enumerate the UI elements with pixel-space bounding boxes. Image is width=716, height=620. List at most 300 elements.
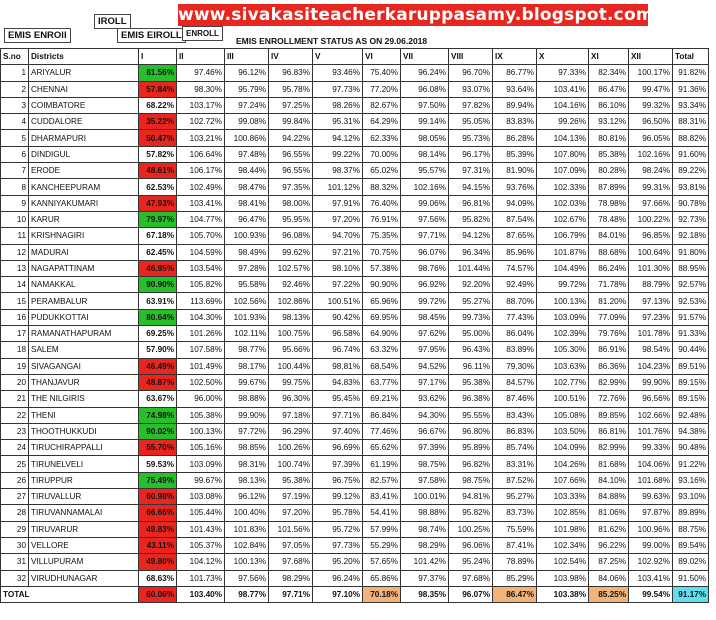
percentage-cell: 81.90% — [493, 163, 537, 179]
percentage-cell: 100.26% — [269, 440, 313, 456]
percentage-cell: 96.00% — [177, 391, 225, 407]
table-row — [1, 505, 709, 521]
percentage-cell: 97.18% — [269, 407, 313, 423]
percentage-cell: 68.54% — [363, 358, 401, 374]
district-name-cell: KANCHEEPURAM — [29, 179, 139, 195]
percentage-cell: 95.95% — [269, 211, 313, 227]
percentage-cell: 95.38% — [449, 374, 493, 390]
district-name-cell: TIRUVARUR — [29, 521, 139, 537]
district-name-cell: THE NILGIRIS — [29, 391, 139, 407]
percentage-cell: 102.66% — [629, 407, 673, 423]
serial-number-cell: 27 — [1, 489, 29, 505]
percentage-cell: 75.59% — [493, 521, 537, 537]
percentage-cell: 88.31% — [673, 114, 709, 130]
percentage-cell: 99.33% — [629, 440, 673, 456]
percentage-cell: 100.22% — [629, 211, 673, 227]
percentage-cell: 99.47% — [629, 81, 673, 97]
table-row — [1, 179, 709, 195]
percentage-cell: 85.39% — [493, 146, 537, 162]
percentage-cell: 99.06% — [401, 195, 449, 211]
percentage-cell: 55.29% — [363, 537, 401, 553]
total-percentage-cell: 98.77% — [225, 586, 269, 602]
percentage-cell: 107.09% — [537, 163, 589, 179]
percentage-cell: 92.20% — [449, 277, 493, 293]
district-name-cell: SIVAGANGAI — [29, 358, 139, 374]
percentage-cell: 102.34% — [537, 537, 589, 553]
std-i-percentage-cell: 75.49% — [139, 472, 177, 488]
percentage-cell: 76.91% — [363, 211, 401, 227]
percentage-cell: 89.51% — [673, 358, 709, 374]
table-row — [1, 456, 709, 472]
percentage-cell: 101.76% — [629, 423, 673, 439]
percentage-cell: 81.06% — [589, 505, 629, 521]
district-name-cell: THOOTHUKKUDI — [29, 423, 139, 439]
district-name-cell: VILLUPURAM — [29, 554, 139, 570]
percentage-cell: 101.42% — [401, 554, 449, 570]
percentage-cell: 95.66% — [269, 342, 313, 358]
total-percentage-cell: 97.71% — [269, 586, 313, 602]
table-row — [1, 163, 709, 179]
percentage-cell: 88.68% — [589, 244, 629, 260]
std-i-percentage-cell: 43.11% — [139, 537, 177, 553]
serial-number-cell: 7 — [1, 163, 29, 179]
percentage-cell: 100.17% — [629, 65, 673, 81]
percentage-cell: 98.75% — [401, 456, 449, 472]
percentage-cell: 100.13% — [177, 423, 225, 439]
percentage-cell: 81.62% — [589, 521, 629, 537]
percentage-cell: 64.29% — [363, 114, 401, 130]
percentage-cell: 101.98% — [537, 521, 589, 537]
percentage-cell: 100.86% — [225, 130, 269, 146]
percentage-cell: 97.33% — [537, 65, 589, 81]
table-row — [1, 521, 709, 537]
percentage-cell: 96.12% — [225, 65, 269, 81]
percentage-cell: 70.00% — [363, 146, 401, 162]
district-name-cell: KANNIYAKUMARI — [29, 195, 139, 211]
percentage-cell: 103.41% — [537, 81, 589, 97]
total-percentage-cell: 91.17% — [673, 586, 709, 602]
std-i-percentage-cell: 62.45% — [139, 244, 177, 260]
percentage-cell: 98.17% — [225, 358, 269, 374]
percentage-cell: 90.78% — [673, 195, 709, 211]
percentage-cell: 95.78% — [269, 81, 313, 97]
percentage-cell: 102.67% — [537, 211, 589, 227]
std-i-percentage-cell: 49.80% — [139, 554, 177, 570]
percentage-cell: 95.72% — [313, 521, 363, 537]
serial-number-cell: 11 — [1, 228, 29, 244]
percentage-cell: 97.82% — [449, 97, 493, 113]
percentage-cell: 70.75% — [363, 244, 401, 260]
total-percentage-cell: 70.18% — [363, 586, 401, 602]
percentage-cell: 97.58% — [401, 472, 449, 488]
percentage-cell: 100.40% — [225, 505, 269, 521]
std-i-percentage-cell: 74.98% — [139, 407, 177, 423]
percentage-cell: 83.73% — [493, 505, 537, 521]
percentage-cell: 102.85% — [537, 505, 589, 521]
percentage-cell: 95.55% — [449, 407, 493, 423]
percentage-cell: 100.75% — [269, 326, 313, 342]
percentage-cell: 96.30% — [269, 391, 313, 407]
serial-number-cell: 2 — [1, 81, 29, 97]
blog-url-banner: www.sivakasiteacherkaruppasamy.blogspot.com — [178, 5, 654, 25]
percentage-cell: 93.12% — [589, 114, 629, 130]
percentage-cell: 88.32% — [363, 179, 401, 195]
percentage-cell: 87.52% — [493, 472, 537, 488]
percentage-cell: 96.70% — [449, 65, 493, 81]
percentage-cell: 86.84% — [363, 407, 401, 423]
percentage-cell: 98.49% — [225, 244, 269, 260]
percentage-cell: 95.82% — [449, 211, 493, 227]
percentage-cell: 93.34% — [673, 97, 709, 113]
percentage-cell: 94.38% — [673, 423, 709, 439]
std-i-percentage-cell: 35.22% — [139, 114, 177, 130]
percentage-cell: 104.23% — [629, 358, 673, 374]
percentage-cell: 84.10% — [589, 472, 629, 488]
percentage-cell: 99.84% — [269, 114, 313, 130]
std-i-percentage-cell: 47.93% — [139, 195, 177, 211]
percentage-cell: 100.51% — [537, 391, 589, 407]
percentage-cell: 103.41% — [177, 195, 225, 211]
percentage-cell: 102.84% — [225, 537, 269, 553]
percentage-cell: 99.22% — [313, 146, 363, 162]
percentage-cell: 105.30% — [537, 342, 589, 358]
std-i-percentage-cell: 79.97% — [139, 211, 177, 227]
percentage-cell: 96.22% — [589, 537, 629, 553]
serial-number-cell: 9 — [1, 195, 29, 211]
percentage-cell: 97.31% — [449, 163, 493, 179]
percentage-cell: 94.15% — [449, 179, 493, 195]
percentage-cell: 96.08% — [269, 228, 313, 244]
percentage-cell: 95.73% — [449, 130, 493, 146]
std-i-percentage-cell: 67.18% — [139, 228, 177, 244]
percentage-cell: 99.08% — [225, 114, 269, 130]
percentage-cell: 93.76% — [493, 179, 537, 195]
percentage-cell: 96.74% — [313, 342, 363, 358]
district-name-cell: SALEM — [29, 342, 139, 358]
percentage-cell: 94.12% — [449, 228, 493, 244]
std-i-percentage-cell: 59.53% — [139, 456, 177, 472]
percentage-cell: 82.99% — [589, 440, 629, 456]
percentage-cell: 76.40% — [363, 195, 401, 211]
std-i-percentage-cell: 60.98% — [139, 489, 177, 505]
percentage-cell: 69.95% — [363, 309, 401, 325]
percentage-cell: 100.44% — [269, 358, 313, 374]
percentage-cell: 98.30% — [177, 81, 225, 97]
percentage-cell: 94.30% — [401, 407, 449, 423]
percentage-cell: 96.43% — [449, 342, 493, 358]
total-percentage-cell: 96.07% — [449, 586, 493, 602]
percentage-cell: 96.11% — [449, 358, 493, 374]
column-header: VI — [363, 49, 401, 65]
percentage-cell: 107.58% — [177, 342, 225, 358]
table-row — [1, 309, 709, 325]
std-i-percentage-cell: 68.22% — [139, 97, 177, 113]
percentage-cell: 104.13% — [537, 130, 589, 146]
percentage-cell: 98.88% — [401, 505, 449, 521]
percentage-cell: 83.83% — [493, 114, 537, 130]
std-i-percentage-cell: 66.66% — [139, 505, 177, 521]
percentage-cell: 97.71% — [401, 228, 449, 244]
percentage-cell: 101.78% — [629, 326, 673, 342]
district-name-cell: PERAMBALUR — [29, 293, 139, 309]
percentage-cell: 100.93% — [225, 228, 269, 244]
district-name-cell: TIRUPPUR — [29, 472, 139, 488]
percentage-cell: 72.76% — [589, 391, 629, 407]
table-row — [1, 146, 709, 162]
table-row — [1, 97, 709, 113]
percentage-cell: 99.67% — [225, 374, 269, 390]
percentage-cell: 95.20% — [313, 554, 363, 570]
percentage-cell: 97.68% — [449, 570, 493, 586]
percentage-cell: 99.90% — [225, 407, 269, 423]
table-row — [1, 81, 709, 97]
percentage-cell: 102.16% — [401, 179, 449, 195]
percentage-cell: 103.50% — [537, 423, 589, 439]
serial-number-cell: 23 — [1, 423, 29, 439]
percentage-cell: 97.66% — [629, 195, 673, 211]
table-row — [1, 489, 709, 505]
total-percentage-cell: 97.10% — [313, 586, 363, 602]
percentage-cell: 96.38% — [449, 391, 493, 407]
percentage-cell: 93.64% — [493, 81, 537, 97]
percentage-cell: 82.57% — [363, 472, 401, 488]
percentage-cell: 92.53% — [673, 293, 709, 309]
percentage-cell: 99.31% — [629, 179, 673, 195]
percentage-cell: 105.44% — [177, 505, 225, 521]
table-row — [1, 244, 709, 260]
percentage-cell: 80.81% — [589, 130, 629, 146]
district-name-cell: RAMANATHAPURAM — [29, 326, 139, 342]
district-name-cell: THANJAVUR — [29, 374, 139, 390]
stamp-label-2: EMIS EIROLL — [117, 28, 186, 43]
percentage-cell: 101.68% — [629, 472, 673, 488]
percentage-cell: 104.06% — [629, 456, 673, 472]
std-i-percentage-cell: 46.49% — [139, 358, 177, 374]
percentage-cell: 97.87% — [629, 505, 673, 521]
percentage-cell: 89.22% — [673, 163, 709, 179]
percentage-cell: 96.82% — [449, 456, 493, 472]
std-i-percentage-cell: 81.56% — [139, 65, 177, 81]
percentage-cell: 104.49% — [537, 260, 589, 276]
percentage-cell: 96.58% — [313, 326, 363, 342]
percentage-cell: 94.81% — [449, 489, 493, 505]
percentage-cell: 99.72% — [401, 293, 449, 309]
district-name-cell: NAGAPATTINAM — [29, 260, 139, 276]
percentage-cell: 100.74% — [269, 456, 313, 472]
percentage-cell: 105.08% — [537, 407, 589, 423]
percentage-cell: 102.72% — [177, 114, 225, 130]
district-name-cell: CHENNAI — [29, 81, 139, 97]
std-i-percentage-cell: 49.83% — [139, 521, 177, 537]
percentage-cell: 98.10% — [313, 260, 363, 276]
percentage-cell: 81.20% — [589, 293, 629, 309]
percentage-cell: 89.54% — [673, 537, 709, 553]
percentage-cell: 94.12% — [313, 130, 363, 146]
percentage-cell: 96.92% — [401, 277, 449, 293]
percentage-cell: 96.12% — [225, 489, 269, 505]
percentage-cell: 107.66% — [537, 472, 589, 488]
district-name-cell: TIRUVANNAMALAI — [29, 505, 139, 521]
std-i-percentage-cell: 68.63% — [139, 570, 177, 586]
percentage-cell: 97.17% — [401, 374, 449, 390]
percentage-cell: 98.05% — [401, 130, 449, 146]
district-name-cell: CUDDALORE — [29, 114, 139, 130]
percentage-cell: 104.59% — [177, 244, 225, 260]
percentage-cell: 98.37% — [313, 163, 363, 179]
percentage-cell: 103.09% — [177, 456, 225, 472]
table-row — [1, 228, 709, 244]
percentage-cell: 96.29% — [269, 423, 313, 439]
percentage-cell: 95.78% — [313, 505, 363, 521]
total-percentage-cell: 103.38% — [537, 586, 589, 602]
percentage-cell: 99.12% — [313, 489, 363, 505]
table-row — [1, 374, 709, 390]
enrollment-table-container — [0, 36, 706, 603]
percentage-cell: 104.26% — [537, 456, 589, 472]
percentage-cell: 65.86% — [363, 570, 401, 586]
table-header-row — [1, 49, 709, 65]
district-name-cell: MADURAI — [29, 244, 139, 260]
column-header: Districts — [29, 49, 139, 65]
percentage-cell: 83.89% — [493, 342, 537, 358]
percentage-cell: 99.26% — [537, 114, 589, 130]
percentage-cell: 95.00% — [449, 326, 493, 342]
percentage-cell: 96.67% — [401, 423, 449, 439]
percentage-cell: 97.56% — [225, 570, 269, 586]
percentage-cell: 96.06% — [449, 537, 493, 553]
percentage-cell: 96.08% — [401, 81, 449, 97]
percentage-cell: 102.57% — [269, 260, 313, 276]
percentage-cell: 86.24% — [589, 260, 629, 276]
percentage-cell: 100.51% — [313, 293, 363, 309]
district-name-cell: DINDIGUL — [29, 146, 139, 162]
percentage-cell: 96.34% — [449, 244, 493, 260]
percentage-cell: 85.74% — [493, 440, 537, 456]
percentage-cell: 83.43% — [493, 407, 537, 423]
district-name-cell: TIRUVALLUR — [29, 489, 139, 505]
percentage-cell: 83.31% — [493, 456, 537, 472]
percentage-cell: 103.98% — [537, 570, 589, 586]
percentage-cell: 113.69% — [177, 293, 225, 309]
percentage-cell: 97.20% — [313, 211, 363, 227]
percentage-cell: 95.38% — [269, 472, 313, 488]
percentage-cell: 97.13% — [629, 293, 673, 309]
column-header: III — [225, 49, 269, 65]
serial-number-cell: 24 — [1, 440, 29, 456]
percentage-cell: 94.22% — [269, 130, 313, 146]
percentage-cell: 102.86% — [269, 293, 313, 309]
percentage-cell: 102.92% — [629, 554, 673, 570]
percentage-cell: 95.82% — [449, 505, 493, 521]
std-i-percentage-cell: 69.25% — [139, 326, 177, 342]
percentage-cell: 79.30% — [493, 358, 537, 374]
percentage-cell: 96.55% — [269, 163, 313, 179]
percentage-cell: 97.28% — [225, 260, 269, 276]
percentage-cell: 86.28% — [493, 130, 537, 146]
serial-number-cell: 13 — [1, 260, 29, 276]
percentage-cell: 98.24% — [629, 163, 673, 179]
serial-number-cell: 14 — [1, 277, 29, 293]
serial-number-cell: 29 — [1, 521, 29, 537]
percentage-cell: 85.29% — [493, 570, 537, 586]
table-title: EMIS ENROLLMENT STATUS AS ON 29.06.2018 — [236, 36, 428, 46]
table-row — [1, 293, 709, 309]
percentage-cell: 97.37% — [401, 570, 449, 586]
column-header: VIII — [449, 49, 493, 65]
percentage-cell: 95.27% — [449, 293, 493, 309]
table-row — [1, 114, 709, 130]
percentage-cell: 99.73% — [449, 309, 493, 325]
percentage-cell: 93.46% — [313, 65, 363, 81]
percentage-cell: 97.24% — [225, 97, 269, 113]
percentage-cell: 96.55% — [269, 146, 313, 162]
percentage-cell: 102.16% — [629, 146, 673, 162]
table-row — [1, 423, 709, 439]
district-name-cell: VELLORE — [29, 537, 139, 553]
table-row — [1, 277, 709, 293]
std-i-percentage-cell: 48.61% — [139, 163, 177, 179]
column-header: XII — [629, 49, 673, 65]
percentage-cell: 98.41% — [225, 195, 269, 211]
percentage-cell: 86.81% — [589, 423, 629, 439]
percentage-cell: 96.47% — [225, 211, 269, 227]
percentage-cell: 98.29% — [269, 570, 313, 586]
percentage-cell: 102.39% — [537, 326, 589, 342]
percentage-cell: 89.94% — [493, 97, 537, 113]
table-row — [1, 260, 709, 276]
serial-number-cell: 20 — [1, 374, 29, 390]
percentage-cell: 106.79% — [537, 228, 589, 244]
column-header: XI — [589, 49, 629, 65]
percentage-cell: 97.25% — [269, 97, 313, 113]
percentage-cell: 107.80% — [537, 146, 589, 162]
percentage-cell: 65.02% — [363, 163, 401, 179]
percentage-cell: 95.58% — [225, 277, 269, 293]
percentage-cell: 98.47% — [225, 179, 269, 195]
percentage-cell: 54.41% — [363, 505, 401, 521]
percentage-cell: 91.82% — [673, 65, 709, 81]
percentage-cell: 103.41% — [629, 570, 673, 586]
percentage-cell: 103.33% — [537, 489, 589, 505]
percentage-cell: 93.16% — [673, 472, 709, 488]
enrollment-table — [0, 48, 709, 603]
serial-number-cell: 22 — [1, 407, 29, 423]
percentage-cell: 86.83% — [493, 423, 537, 439]
percentage-cell: 94.52% — [401, 358, 449, 374]
percentage-cell: 97.21% — [313, 244, 363, 260]
table-row — [1, 195, 709, 211]
percentage-cell: 84.88% — [589, 489, 629, 505]
percentage-cell: 92.46% — [269, 277, 313, 293]
percentage-cell: 78.98% — [589, 195, 629, 211]
district-name-cell: COIMBATORE — [29, 97, 139, 113]
serial-number-cell: 16 — [1, 309, 29, 325]
percentage-cell: 78.89% — [493, 554, 537, 570]
percentage-cell: 88.75% — [673, 521, 709, 537]
percentage-cell: 87.65% — [493, 228, 537, 244]
total-percentage-cell: 98.35% — [401, 586, 449, 602]
percentage-cell: 97.23% — [629, 309, 673, 325]
serial-number-cell: 30 — [1, 537, 29, 553]
stamp-label-1: EMIS ENROll — [4, 28, 71, 43]
percentage-cell: 81.68% — [589, 456, 629, 472]
column-header: VII — [401, 49, 449, 65]
percentage-cell: 93.10% — [673, 489, 709, 505]
percentage-cell: 95.89% — [449, 440, 493, 456]
percentage-cell: 87.41% — [493, 537, 537, 553]
total-row — [1, 586, 709, 602]
percentage-cell: 97.91% — [313, 195, 363, 211]
